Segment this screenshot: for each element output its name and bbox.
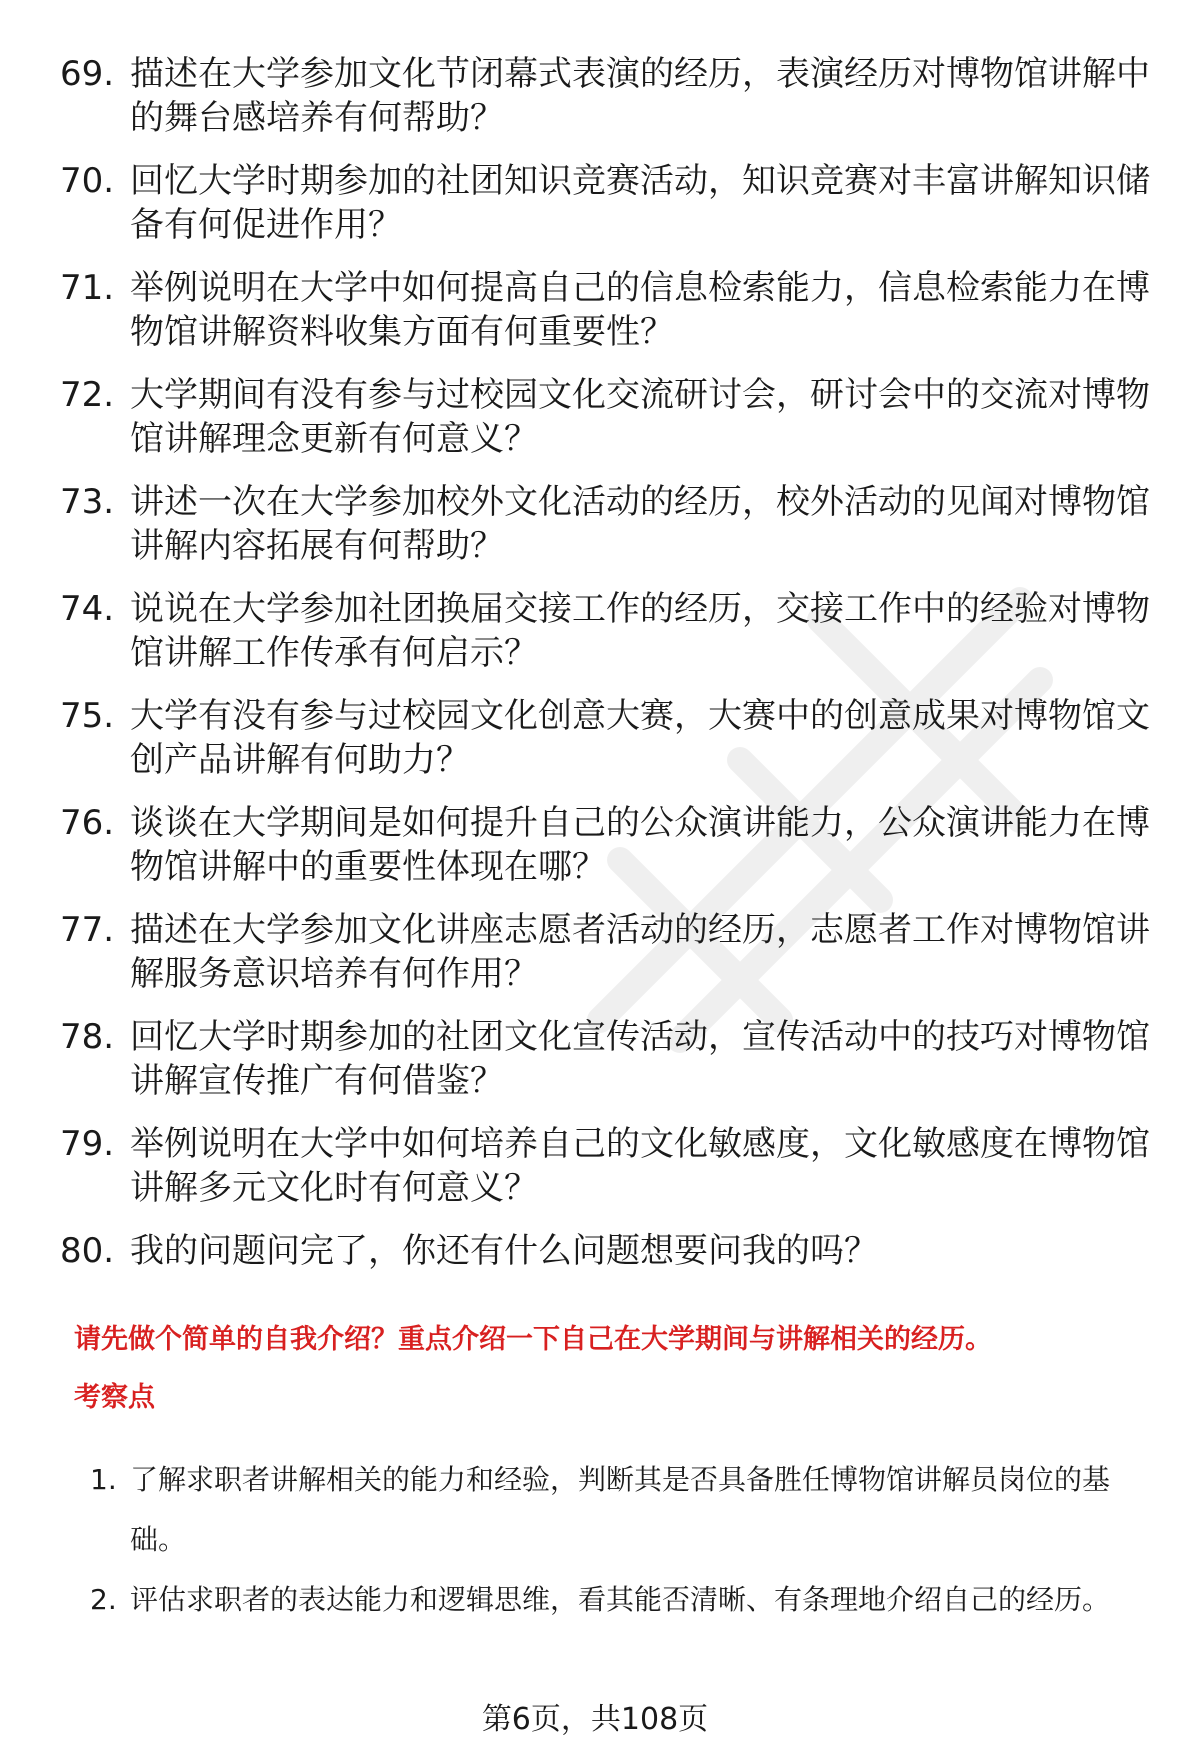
question-number: 73. [60, 482, 115, 522]
point-text: 评估求职者的表达能力和逻辑思维，看其能否清晰、有条理地介绍自己的经历。 [130, 1583, 1111, 1616]
point-text: 了解求职者讲解相关的能力和经验，判断其是否具备胜任博物馆讲解员岗位的基础。 [130, 1463, 1111, 1556]
question-item [60, 1015, 1150, 1103]
question-text: 举例说明在大学中如何提高自己的信息检索能力，信息检索能力在博物馆讲解资料收集方面有何重要性？ [130, 268, 1150, 352]
question-text: 大学有没有参与过校园文化创意大赛，大赛中的创意成果对博物馆文创产品讲解有何助力？ [130, 696, 1150, 780]
question-number: 79. [60, 1124, 115, 1164]
point-number: 1. [90, 1463, 117, 1496]
question-number: 70. [60, 161, 115, 201]
question-item [60, 1122, 1150, 1210]
question-item [60, 1229, 1150, 1273]
question-text: 谈谈在大学期间是如何提升自己的公众演讲能力，公众演讲能力在博物馆讲解中的重要性体现在哪？ [130, 803, 1150, 887]
question-text: 描述在大学参加文化节闭幕式表演的经历，表演经历对博物馆讲解中的舞台感培养有何帮助？ [130, 54, 1150, 138]
evaluation-point [90, 1570, 1152, 1630]
question-number: 77. [60, 910, 115, 950]
question-text: 大学期间有没有参与过校园文化交流研讨会，研讨会中的交流对博物馆讲解理念更新有何意义？ [130, 375, 1150, 459]
question-item [60, 480, 1150, 568]
question-text: 回忆大学时期参加的社团文化宣传活动，宣传活动中的技巧对博物馆讲解宣传推广有何借鉴？ [130, 1017, 1150, 1101]
question-number: 71. [60, 268, 115, 308]
question-number: 76. [60, 803, 115, 843]
question-item [60, 908, 1150, 996]
question-text: 说说在大学参加社团换届交接工作的经历，交接工作中的经验对博物馆讲解工作传承有何启示？ [130, 589, 1150, 673]
question-number: 78. [60, 1017, 115, 1057]
question-text: 回忆大学时期参加的社团知识竞赛活动，知识竞赛对丰富讲解知识储备有何促进作用？ [130, 161, 1150, 245]
question-item [60, 52, 1150, 140]
question-text: 我的问题问完了，你还有什么问题想要问我的吗？ [130, 1231, 878, 1271]
section-title: 请先做个简单的自我介绍？重点介绍一下自己在大学期间与讲解相关的经历。 [74, 1324, 992, 1355]
question-item [60, 266, 1150, 354]
question-item [60, 159, 1150, 247]
section-subtitle: 考察点 [74, 1382, 155, 1413]
evaluation-point [90, 1450, 1152, 1570]
question-number: 74. [60, 589, 115, 629]
question-text: 举例说明在大学中如何培养自己的文化敏感度，文化敏感度在博物馆讲解多元文化时有何意义？ [130, 1124, 1150, 1208]
question-item [60, 801, 1150, 889]
evaluation-points-list [90, 1450, 1152, 1630]
point-number: 2. [90, 1583, 117, 1616]
question-text: 描述在大学参加文化讲座志愿者活动的经历，志愿者工作对博物馆讲解服务意识培养有何作用？ [130, 910, 1150, 994]
question-item [60, 373, 1150, 461]
question-number: 80. [60, 1231, 115, 1271]
question-number: 75. [60, 696, 115, 736]
question-list [60, 52, 1150, 1292]
question-number: 69. [60, 54, 115, 94]
question-item [60, 694, 1150, 782]
question-number: 72. [60, 375, 115, 415]
question-item [60, 587, 1150, 675]
question-text: 讲述一次在大学参加校外文化活动的经历，校外活动的见闻对博物馆讲解内容拓展有何帮助？ [130, 482, 1150, 566]
page-footer: 第6页，共108页 [481, 1702, 709, 1737]
